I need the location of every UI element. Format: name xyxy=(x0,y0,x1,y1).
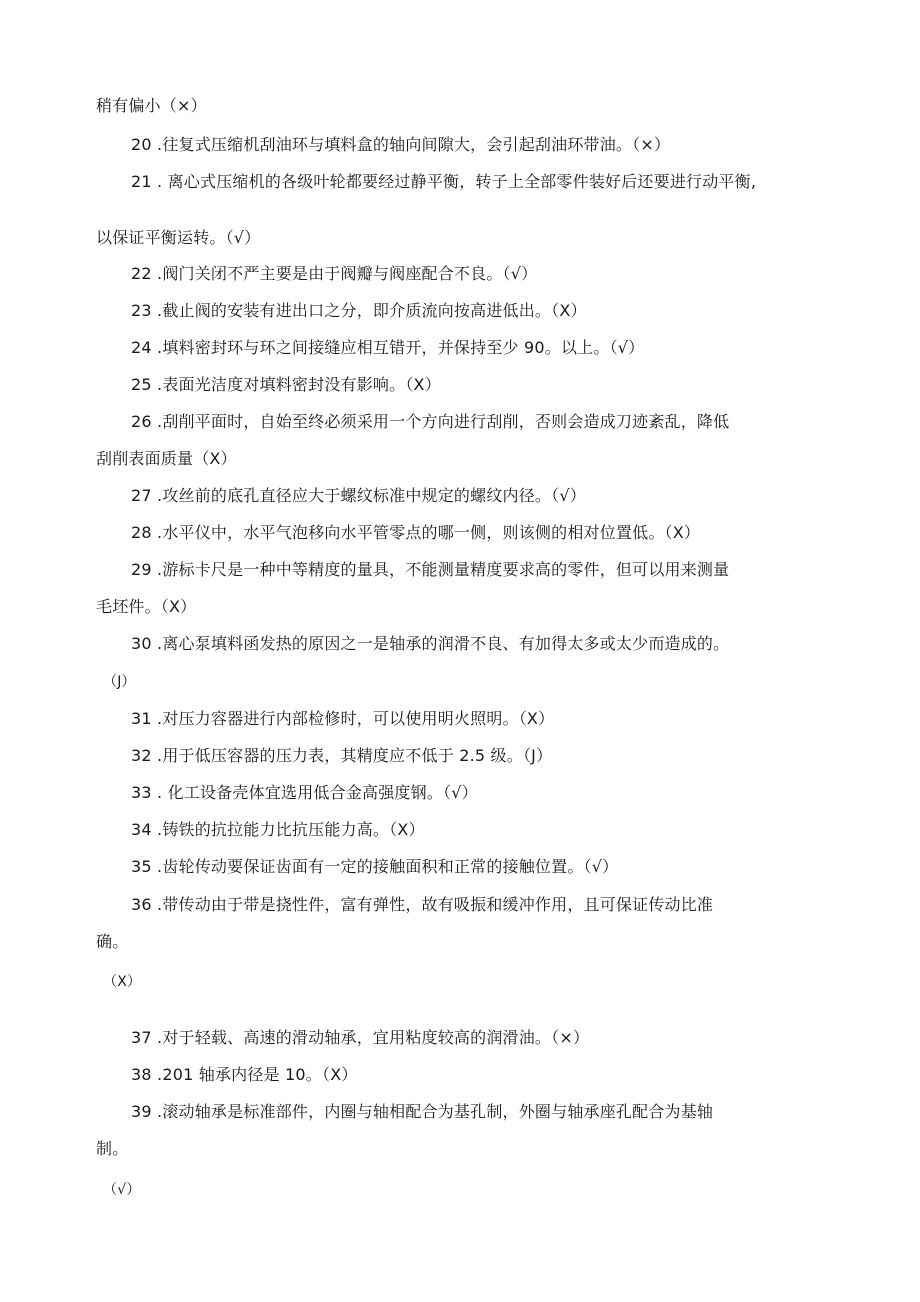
item-39: 39 .滚动轴承是标准部件，内圈与轴相配合为基孔制，外圈与轴承座孔配合为基轴 xyxy=(131,1102,714,1121)
item-37: 37 .对于轻载、高速的滑动轴承，宜用粘度较高的润滑油。（×） xyxy=(131,1028,590,1047)
text-line-continuation: 稍有偏小（×） xyxy=(96,96,207,115)
item-28: 28 .水平仪中，水平气泡移向水平管零点的哪一侧，则该侧的相对位置低。（X） xyxy=(131,523,701,542)
item-35: 35 .齿轮传动要保证齿面有一定的接触面积和正常的接触位置。（√） xyxy=(131,857,619,876)
item-29-continuation: 毛坯件。（X） xyxy=(96,597,197,616)
item-39-continuation: 制。 xyxy=(96,1139,129,1158)
item-31: 31 .对压力容器进行内部检修时，可以使用明火照明。（X） xyxy=(131,709,555,728)
item-25: 25 .表面光洁度对填料密封没有影响。（X） xyxy=(131,375,441,394)
item-36-continuation: 确。 xyxy=(96,932,129,951)
item-26: 26 .刮削平面时，自始至终必须采用一个方向进行刮削，否则会造成刀迹紊乱，降低 xyxy=(131,412,730,431)
item-36-answer: （X） xyxy=(103,974,142,990)
item-23: 23 .截止阀的安装有进出口之分，即介质流向按高进低出。（X） xyxy=(131,301,587,320)
item-29: 29 .游标卡尺是一种中等精度的量具，不能测量精度要求高的零件，但可以用来测量 xyxy=(131,560,730,579)
item-38: 38 .201 轴承内径是 10。（X） xyxy=(131,1065,358,1084)
item-39-answer: （√） xyxy=(103,1182,141,1198)
item-30: 30 .离心泵填料函发热的原因之一是轴承的润滑不良、有加得太多或太少而造成的。 xyxy=(131,634,730,653)
item-30-answer: （J） xyxy=(103,674,136,690)
item-22: 22 .阀门关闭不严主要是由于阀瓣与阀座配合不良。（√） xyxy=(131,264,538,283)
item-36: 36 .带传动由于带是挠性件，富有弹性，故有吸振和缓冲作用，且可保证传动比准 xyxy=(131,895,714,914)
item-20: 20 .往复式压缩机刮油环与填料盒的轴向间隙大，会引起刮油环带油。（×） xyxy=(131,135,671,154)
item-24: 24 .填料密封环与环之间接缝应相互错开，并保持至少 90。以上。（√） xyxy=(131,338,645,357)
item-34: 34 .铸铁的抗拉能力比抗压能力高。（X） xyxy=(131,820,425,839)
item-26-continuation: 刮削表面质量（X） xyxy=(96,449,237,468)
item-21: 21 . 离心式压缩机的各级叶轮都要经过静平衡，转子上全部零件装好后还要进行动平衡, xyxy=(131,172,757,191)
item-33: 33 . 化工设备壳体宜选用低合金高强度钢。（√） xyxy=(131,783,478,802)
item-27: 27 .攻丝前的底孔直径应大于螺纹标准中规定的螺纹内径。（√） xyxy=(131,486,586,505)
item-32: 32 .用于低压容器的压力表，其精度应不低于 2.5 级。（J） xyxy=(131,746,553,765)
item-21-continuation: 以保证平衡运转。（√） xyxy=(96,228,261,247)
